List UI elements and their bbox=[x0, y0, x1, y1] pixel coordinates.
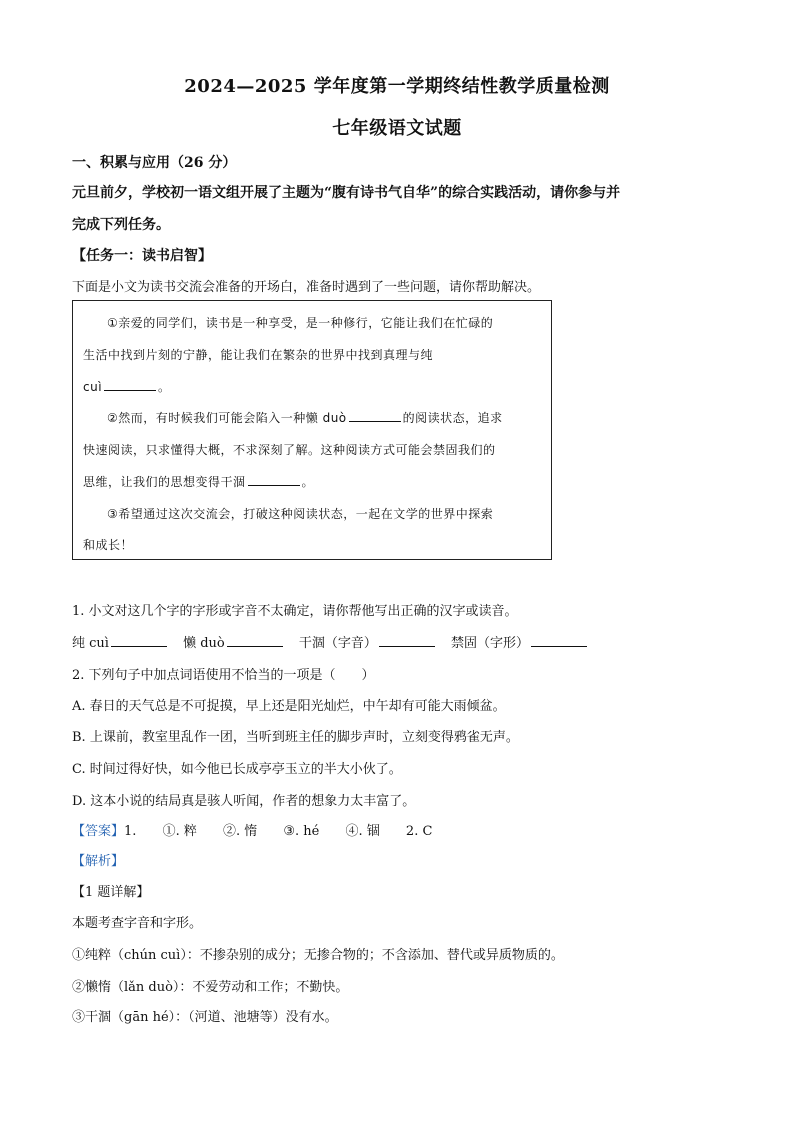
passage-p2-line1 bbox=[83, 409, 503, 426]
passage-p2-text-b: 的阅读状态，追求 bbox=[402, 411, 503, 425]
answer-blank[interactable] bbox=[379, 645, 435, 647]
period: 。 bbox=[158, 380, 171, 394]
answer-label: 【答案】 bbox=[72, 824, 125, 839]
passage-p3-line1: ③希望通过这次交流会，打破这种阅读状态，一起在文学的世界中探索 bbox=[107, 507, 494, 521]
passage-p1-line2: 生活中找到片刻的宁静，能让我们在繁杂的世界中找到真理与纯 bbox=[83, 348, 434, 362]
section-intro-line2: 完成下列任务。 bbox=[72, 217, 170, 233]
question-1: 1. 小文对这几个字的字形或字音不太确定，请你帮他写出正确的汉字或读音。 bbox=[72, 604, 518, 619]
passage-p2-text-a: ②然而，有时候我们可能会陷入一种懒 duò bbox=[107, 411, 347, 425]
answer-blank[interactable] bbox=[227, 645, 283, 647]
answer-line bbox=[72, 820, 432, 839]
q1-item-duo: 懒 duò bbox=[183, 636, 225, 651]
passage-box bbox=[72, 300, 552, 560]
q1-item-gu: 禁固（字形） bbox=[451, 636, 530, 651]
answer-q2: 2. C bbox=[405, 824, 433, 839]
answer-blank[interactable] bbox=[248, 484, 300, 486]
answer-2: ②. 惰 bbox=[222, 824, 258, 839]
passage-p1-line1: ①亲爱的同学们，读书是一种享受，是一种修行，它能让我们在忙碌的 bbox=[107, 316, 494, 330]
detail-intro: 本题考查字音和字形。 bbox=[72, 916, 203, 931]
exam-title: 2024—2025 学年度第一学期终结性教学质量检测 bbox=[184, 76, 610, 97]
passage-p2-line3 bbox=[83, 473, 314, 490]
answer-1: ①. 粹 bbox=[162, 824, 197, 839]
exam-subtitle: 七年级语文试题 bbox=[332, 118, 462, 139]
answer-blank[interactable] bbox=[349, 420, 401, 422]
option-b: B. 上课前，教室里乱作一团，当听到班主任的脚步声时，立刻变得鸦雀无声。 bbox=[72, 730, 519, 745]
answer-blank[interactable] bbox=[531, 645, 587, 647]
q1-item-cui: 纯 cuì bbox=[72, 636, 109, 651]
detail-item-2: ②懒惰（lǎn duò）：不爱劳动和工作；不勤快。 bbox=[72, 980, 349, 995]
passage-p2-text-c: 思维，让我们的思想变得干涸 bbox=[83, 475, 246, 489]
option-a: A. 春日的天气总是不可捉摸，早上还是阳光灿烂，中午却有可能大雨倾盆。 bbox=[72, 699, 506, 714]
q1-item-he: 干涸（字音） bbox=[298, 636, 377, 651]
pinyin-cui: cuì bbox=[83, 380, 103, 394]
detail-heading: 【1 题详解】 bbox=[72, 885, 150, 900]
option-c: C. 时间过得好快，如今他已长成亭亭玉立的半大小伙了。 bbox=[72, 762, 402, 777]
section-heading: 一、积累与应用（26 分） bbox=[72, 155, 237, 171]
question-2: 2. 下列句子中加点词语使用不恰当的一项是（ ） bbox=[72, 668, 375, 683]
answer-3: ③. hé bbox=[283, 824, 320, 839]
passage-p3-line2: 和成长！ bbox=[83, 538, 134, 552]
period: 。 bbox=[301, 475, 315, 489]
answer-blank[interactable] bbox=[104, 389, 156, 391]
option-d: D. 这本小说的结局真是骇人听闻，作者的想象力太丰富了。 bbox=[72, 794, 416, 809]
passage-p1-line3 bbox=[83, 378, 171, 395]
answer-num: 1. bbox=[124, 824, 137, 839]
analysis-label: 【解析】 bbox=[72, 854, 125, 869]
detail-item-1: ①纯粹（chún cuì）：不掺杂别的成分；无掺合物的；不含添加、替代或异质物质的。 bbox=[72, 948, 564, 963]
detail-item-3: ③干涸（gān hé）：（河道、池塘等）没有水。 bbox=[72, 1010, 338, 1025]
section-intro-line1: 元旦前夕，学校初一语文组开展了主题为“腹有诗书气自华”的综合实践活动，请你参与并 bbox=[72, 185, 621, 201]
task1-description: 下面是小文为读书交流会准备的开场白，准备时遇到了一些问题，请你帮助解决。 bbox=[72, 280, 541, 295]
question-1-blanks bbox=[72, 632, 587, 651]
answer-4: ④. 锢 bbox=[345, 824, 380, 839]
answer-blank[interactable] bbox=[111, 645, 167, 647]
task1-heading: 【任务一：读书启智】 bbox=[72, 248, 212, 264]
passage-p2-line2: 快速阅读，只求懂得大概，不求深刻了解。这种阅读方式可能会禁固我们的 bbox=[83, 443, 496, 457]
